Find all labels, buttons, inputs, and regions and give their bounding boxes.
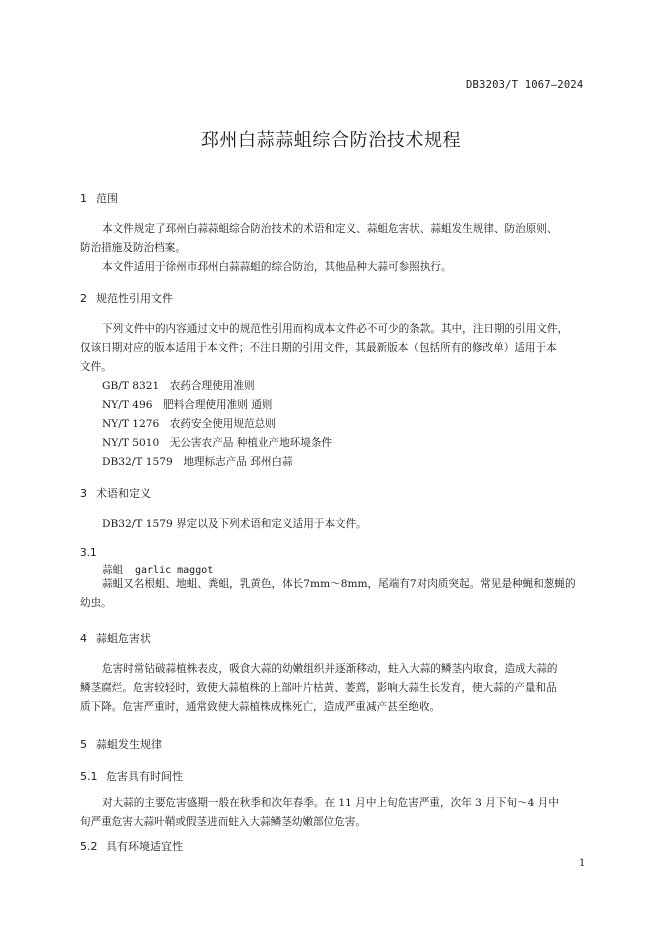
subsection-5-2-heading	[80, 838, 183, 854]
subsection-number: 5.1	[80, 770, 98, 783]
term-english: garlic maggot	[135, 565, 214, 576]
term-chinese: 蒜蛆	[102, 564, 123, 576]
section-1-heading	[80, 190, 118, 206]
paragraph-line: 下列文件中的内容通过文中的规范性引用而构成本文件必不可少的条款。其中，注日期的引用文件，	[102, 323, 569, 335]
paragraph-line: 危害时常钻破蒜植株表皮，吸食大蒜的幼嫩组织并逐渐移动，蛀入大蒜的鳞茎内取食，造成大蒜的	[102, 663, 558, 675]
section-number: 5	[80, 738, 87, 751]
section-2-heading	[80, 290, 173, 306]
section-title: 规范性引用文件	[96, 292, 173, 305]
paragraph-line: DB32/T 1579 界定以及下列术语和定义适用于本文件。	[102, 518, 367, 530]
paragraph-line: 鳞茎腐烂。危害较轻时，致使大蒜植株的上部叶片枯黄、萎蔫，影响大蒜生长发育，使大蒜的产量和品	[80, 682, 557, 694]
paragraph-line: 质下降。危害严重时，通常致使大蒜植株成株死亡，造成严重减产甚至绝收。	[80, 701, 441, 713]
section-5-heading	[80, 736, 162, 752]
section-3-heading	[80, 485, 151, 501]
reference-item: NY/T 1276 农药安全使用规范总则	[102, 418, 276, 430]
term-number: 3.1	[80, 547, 97, 559]
section-title: 术语和定义	[96, 487, 151, 500]
subsection-5-1-heading	[80, 768, 183, 784]
document-title: 邳州白蒜蒜蛆综合防治技术规程	[200, 130, 462, 151]
paragraph-line: 防治措施及防治档案。	[80, 242, 186, 254]
paragraph-line: 本文件规定了邳州白蒜蒜蛆综合防治技术的术语和定义、蒜蛆危害状、蒜蛆发生规律、防治原则、	[102, 223, 558, 235]
paragraph-line: 仅该日期对应的版本适用于本文件；不注日期的引用文件，其最新版本（包括所有的修改单）适用于本	[80, 342, 557, 354]
paragraph-line: 文件。	[80, 361, 112, 373]
reference-item: DB32/T 1579 地理标志产品 邳州白蒜	[102, 456, 293, 468]
section-4-heading	[80, 630, 151, 646]
subsection-title: 具有环境适宜性	[106, 840, 183, 853]
subsection-title: 危害具有时间性	[106, 770, 183, 783]
subsection-number: 5.2	[80, 840, 98, 853]
section-title: 范围	[96, 192, 118, 205]
section-number: 4	[80, 632, 87, 645]
section-number: 3	[80, 487, 87, 500]
reference-item: NY/T 5010 无公害农产品 种植业产地环境条件	[102, 437, 333, 449]
paragraph-line: 幼虫。	[80, 597, 112, 609]
paragraph-line: 蒜蛆又名根蛆、地蛆、粪蛆，乳黄色，体长7mm～8mm，尾端有7对肉质突起。常见是种蝇和葱蝇的	[102, 578, 576, 590]
page-number: 1	[579, 858, 586, 869]
standard-code: DB3203/T 1067—2024	[466, 79, 584, 91]
paragraph-line: 本文件适用于徐州市邳州白蒜蒜蛆的综合防治，其他品种大蒜可参照执行。	[102, 261, 452, 273]
section-number: 2	[80, 292, 87, 305]
section-title: 蒜蛆危害状	[96, 632, 151, 645]
paragraph-line: 对大蒜的主要危害盛期一般在秋季和次年春季。在 11 月中上旬危害严重，次年 3 月下旬～4 月中	[102, 797, 559, 809]
paragraph-line: 旬严重危害大蒜叶鞘或假茎进而蛀入大蒜鳞茎幼嫩部位危害。	[80, 816, 367, 828]
reference-item: NY/T 496 肥料合理使用准则 通则	[102, 399, 273, 411]
section-number: 1	[80, 192, 87, 205]
section-title: 蒜蛆发生规律	[96, 738, 162, 751]
reference-item: GB/T 8321 农药合理使用准则	[102, 380, 255, 392]
